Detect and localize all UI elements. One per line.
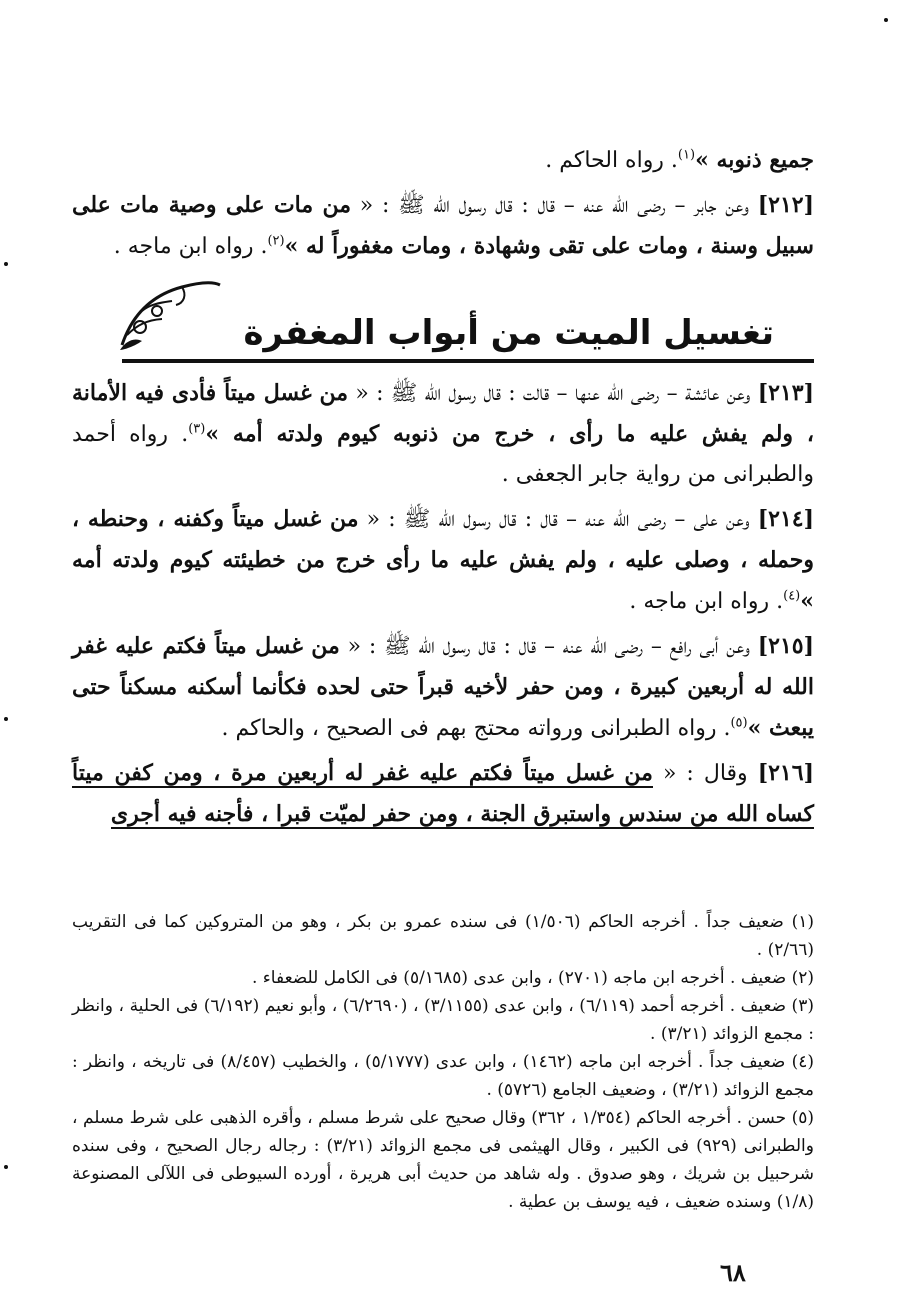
hadith-text: من مات على وصية مات على سبيل وسنة ، ومات على تقى وشهادة ، ومات مغفوراً له » <box>72 192 814 259</box>
hadith-source: . رواه أحمد والطبرانى من رواية جابر الجعفى . <box>72 422 814 487</box>
scan-mark <box>4 1165 8 1169</box>
footnote-ref: (٤) <box>783 588 801 604</box>
hadith-number: [٢١٦] <box>757 760 814 786</box>
footnote-2: (٢) ضعيف . أخرجه ابن ماجه (٢٧٠١) ، وابن عدى (٥/١٦٨٥) فى الكامل للضعفاء . <box>252 968 814 988</box>
footnote-ref: (٣) <box>188 421 206 437</box>
hadith-intro: وعن أبى رافع – رضى الله عنه – قال : قال رسول الله ﷺ : « <box>339 634 758 659</box>
hadith-212 <box>72 185 814 267</box>
hadith-intro: وعن على – رضى الله عنه – قال : قال رسول الله ﷺ : « <box>358 507 758 532</box>
footnote-4: (٤) ضعيف جداً . أخرجه ابن ماجه (١٤٦٢) ، وابن عدى (٥/١٧٧٧) ، والخطيب (٨/٤٥٧) فى تاريخه ، وانظر : مجمع الزوائد (٣/٢١) ، وضعيف الجامع (٥٧٢٦) . <box>72 1052 814 1100</box>
footnote-ref: (١) <box>677 147 696 163</box>
footnote-1: (١) ضعيف جداً . أخرجه الحاكم (١/٥٠٦) فى سنده عمرو بن بكر ، وهو من المتروكين كما فى التقريب (٢/٦٦) . <box>72 912 814 960</box>
hadith-text: من غسل ميتاً فكتم عليه غفر الله له أربعين كبيرة ، ومن حفر لأخيه قبراً حتى لحده فكأنما أسكنه مسكناً حتى يبعث » <box>72 633 814 741</box>
hadith-intro: وعن جابر – رضى الله عنه – قال : قال رسول الله ﷺ : « <box>351 193 758 218</box>
scan-mark <box>884 18 888 22</box>
hadith-text: من غسل ميتاً وكفنه ، وحنطه ، وحمله ، وصلى عليه ، ولم يفش عليه ما رأى خرج من خطيئته كيوم ولدته أمه » <box>72 506 814 614</box>
hadith-intro: وقال : « <box>652 761 758 786</box>
page-number: ٦٨ <box>720 1258 746 1287</box>
hadith-number: [٢١٥] <box>757 633 814 659</box>
hadith-214 <box>72 499 814 622</box>
hadith-number: [٢١٣] <box>757 380 814 406</box>
heading-rule <box>122 359 814 363</box>
paragraph-continuation <box>72 140 814 181</box>
ornament-icon <box>112 275 222 355</box>
scan-mark <box>4 262 8 266</box>
hadith-213 <box>72 373 814 495</box>
footnotes <box>72 908 814 1216</box>
hadith-intro: وعن عائشة – رضى الله عنها – قالت : قال رسول الله ﷺ : « <box>348 381 758 406</box>
footnote-ref: (٢) <box>267 233 285 249</box>
footnote-ref: (٥) <box>730 715 748 731</box>
section-heading-block <box>72 275 814 367</box>
section-heading: تغسيل الميت من أبواب المغفرة <box>243 313 774 353</box>
hadith-number: [٢١٤] <box>757 506 815 532</box>
hadith-source: . رواه ابن ماجه . <box>629 589 784 614</box>
hadith-source: . رواه الطبرانى ورواته محتج بهم فى الصحيح ، والحاكم . <box>221 716 731 741</box>
footnote-3: (٣) ضعيف . أخرجه أحمد (٦/١١٩) ، وابن عدى (٣/١١٥٥) ، (٦/٢٦٩٠) ، وأبو نعيم (٦/١٩٢) فى الحلية ، وانظر : مجمع الزوائد (٣/٢١) . <box>72 996 814 1044</box>
hadith-215 <box>72 626 814 749</box>
hadith-text: من غسل ميتاً فكتم عليه غفر له أربعين مرة ، ومن كفن ميتاً كساه الله من سندس واستبرق الجنة ، ومن حفر لميّت قبرا ، فأجنه فيه أجرى <box>72 760 814 827</box>
hadith-number: [٢١٢] <box>757 192 814 218</box>
hadith-216 <box>72 753 814 835</box>
footnote-5: (٥) حسن . أخرجه الحاكم (١/٣٥٤ ، ٣٦٢) وقال صحيح على شرط مسلم ، وأقره الذهبى على شرط مسلم ، والطبرانى (٩٢٩) فى الكبير ، وقال الهيثمى فى مجمع الزوائد (٣/٢١) : رجاله رجال الصحيح ، وفى سنده شرحبيل بن شريك ، وهو صدوق . وله شاهد من حديث أبى هريرة ، أورده السيوطى فى اللآلى المصنوعة (١/٨) وسنده ضعيف ، فيه يوسف بن عطية . <box>72 1108 814 1212</box>
scan-mark <box>4 717 8 721</box>
hadith-source: . رواه ابن ماجه . <box>113 234 268 259</box>
hadith-source: . رواه الحاكم . <box>545 148 678 173</box>
hadith-text: من غسل ميتاً فأدى فيه الأمانة ، ولم يفش عليه ما رأى ، خرج من ذنوبه كيوم ولدته أمه » <box>72 380 814 447</box>
hadith-text: جميع ذنوبه » <box>695 147 814 173</box>
main-text <box>72 140 814 839</box>
